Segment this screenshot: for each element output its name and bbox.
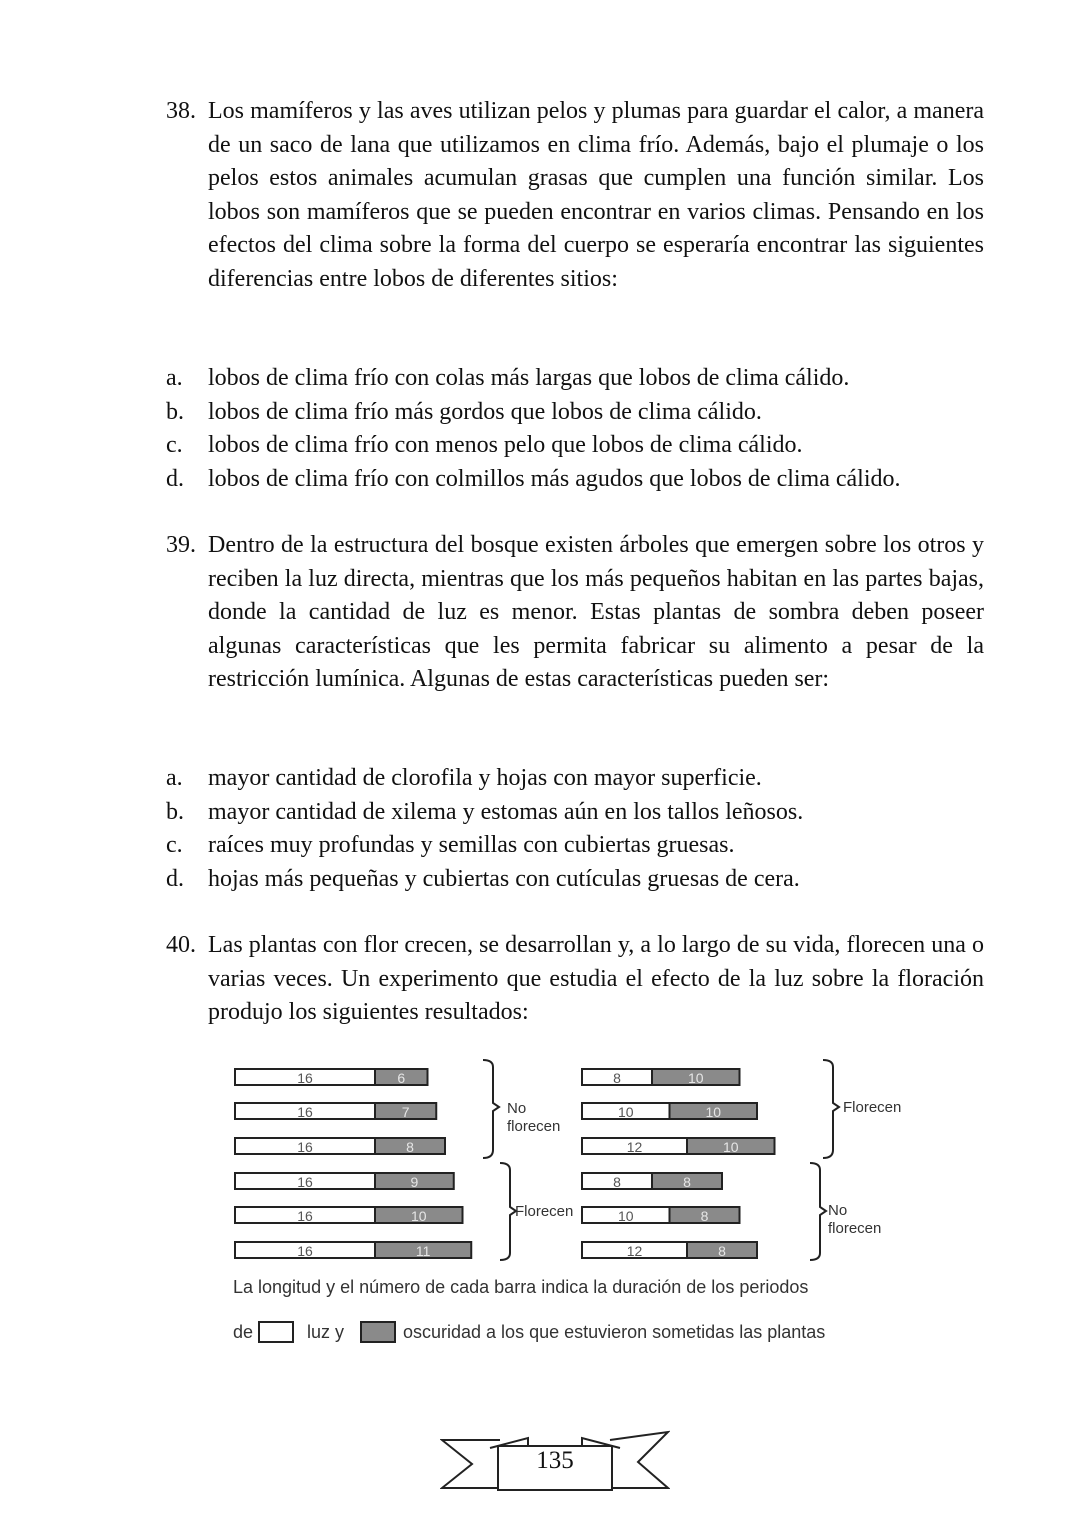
option-text: mayor cantidad de xilema y estomas aún en los tallos leñosos. (208, 798, 804, 825)
dark-hours-label: 10 (410, 1208, 427, 1224)
question-text: Las plantas con flor crecen, se desarrollan y, a lo largo de su vida, florecen una o varias veces. Un experimento que estudia el efecto de la luz sobre la floración produjo los siguientes resultados: (208, 932, 984, 1025)
question-38-options (166, 362, 996, 496)
bracket-right-top (823, 1060, 839, 1158)
left-bar-5 (235, 1207, 463, 1224)
page-number: 135 (536, 1447, 574, 1474)
right-bar-1 (582, 1069, 740, 1086)
page-footer (440, 1428, 670, 1498)
label-florecen-right: Florecen (843, 1099, 902, 1116)
option-text: lobos de clima frío con menos pelo que lobos de clima cálido. (208, 432, 803, 458)
right-bar-6 (582, 1242, 757, 1259)
label-no-florecen-left-line1: No (507, 1100, 527, 1117)
option-text: lobos de clima frío más gordos que lobos de clima cálido. (208, 398, 762, 425)
bracket-left-bottom (500, 1163, 516, 1260)
left-bar-6 (235, 1242, 471, 1259)
light-hours-label: 10 (617, 1104, 634, 1120)
left-bar-3 (235, 1138, 445, 1155)
light-hours-label: 16 (297, 1104, 313, 1120)
dark-hours-label: 8 (700, 1208, 709, 1224)
question-38 (166, 95, 984, 296)
light-hours-label: 16 (297, 1139, 313, 1155)
dark-hours-label: 10 (687, 1070, 704, 1086)
light-hours-label: 10 (617, 1208, 634, 1224)
light-hours-label: 8 (613, 1174, 621, 1190)
option-letter: a. (166, 365, 183, 391)
light-hours-label: 16 (297, 1070, 313, 1086)
right-bar-2 (582, 1103, 757, 1120)
dark-hours-label: 6 (397, 1070, 406, 1086)
option-text: hojas más pequeñas y cubiertas con cutículas gruesas de cera. (208, 865, 800, 892)
option-letter: c. (166, 432, 183, 458)
dark-hours-label: 11 (415, 1243, 431, 1259)
question-39 (166, 529, 984, 697)
photoperiod-diagram (225, 1055, 905, 1355)
question-number: 40. (166, 932, 196, 958)
light-hours-label: 16 (297, 1208, 313, 1224)
question-number: 38. (166, 98, 196, 124)
label-florecen-left: Florecen (515, 1203, 574, 1220)
label-no-florecen-left-line2: florecen (507, 1118, 561, 1135)
question-40 (166, 929, 984, 1030)
left-bar-2 (235, 1103, 436, 1120)
label-no-florecen-right-line2: florecen (828, 1220, 882, 1237)
option-letter: d. (166, 465, 184, 492)
dark-hours-label: 10 (705, 1104, 722, 1120)
caption-oscuridad: oscuridad a los que estuvieron sometidas las plantas (403, 1322, 826, 1342)
dark-hours-label: 9 (410, 1174, 419, 1190)
light-hours-label: 12 (626, 1139, 643, 1155)
right-bar-3 (582, 1138, 775, 1155)
light-hours-label: 8 (613, 1070, 621, 1086)
legend-dark-swatch (361, 1322, 395, 1342)
dark-hours-label: 8 (683, 1174, 691, 1190)
question-text: Dentro de la estructura del bosque existen árboles que emergen sobre los otros y reciben la luz directa, mientras que los más pequeños habitan en las partes bajas, donde la cantidad de luz es menor. Estas plantas de sombra deben poseer algunas características que les permita fabricar su alimento a pesar de la restricción lumínica. Algunas de estas características pueden ser: (208, 532, 984, 692)
figure-caption-line1: La longitud y el número de cada barra indica la duración de los periodos (233, 1277, 809, 1297)
right-bar-4 (582, 1173, 722, 1190)
option-text: mayor cantidad de clorofila y hojas con mayor superficie. (208, 765, 762, 791)
left-bar-1 (235, 1069, 428, 1086)
option-text: raíces muy profundas y semillas con cubiertas gruesas. (208, 832, 735, 858)
option-letter: a. (166, 765, 183, 791)
option-d (166, 463, 996, 497)
question-number: 39. (166, 532, 196, 558)
option-c (166, 829, 996, 863)
option-d (166, 863, 996, 897)
bracket-left-top (483, 1060, 499, 1158)
question-39-options (166, 762, 996, 896)
caption-luz: luz y (307, 1322, 345, 1342)
option-letter: b. (166, 798, 184, 825)
light-hours-label: 16 (297, 1174, 313, 1190)
option-b (166, 396, 996, 430)
photoperiod-figure (225, 1055, 905, 1355)
dark-hours-label: 10 (722, 1139, 739, 1155)
option-letter: b. (166, 398, 184, 425)
label-no-florecen-right-line1: No (828, 1202, 848, 1219)
dark-hours-label: 8 (406, 1139, 414, 1155)
option-text: lobos de clima frío con colmillos más agudos que lobos de clima cálido. (208, 465, 901, 492)
option-c (166, 429, 996, 463)
option-a (166, 762, 996, 796)
light-hours-label: 16 (297, 1243, 313, 1259)
caption-de: de (233, 1322, 254, 1342)
question-text: Los mamíferos y las aves utilizan pelos y plumas para guardar el calor, a manera de un saco de lana que utilizamos en clima frío. Además, bajo el plumaje o los pelos estos animales acumulan grasas que cumplen una función similar. Los lobos son mamíferos que se pueden encontrar en varios climas. Pensando en los efectos del clima sobre la forma del cuerpo se esperaría encontrar las siguientes diferencias entre lobos de diferentes sitios: (208, 98, 984, 292)
option-a (166, 362, 996, 396)
dark-hours-label: 8 (718, 1243, 726, 1259)
light-hours-label: 12 (626, 1243, 643, 1259)
right-bar-5 (582, 1207, 740, 1224)
bracket-right-bottom (810, 1163, 826, 1260)
left-bar-4 (235, 1173, 454, 1190)
option-text: lobos de clima frío con colas más largas que lobos de clima cálido. (208, 365, 850, 391)
option-b (166, 796, 996, 830)
legend-light-swatch (259, 1322, 293, 1342)
dark-hours-label: 7 (401, 1104, 410, 1120)
option-letter: d. (166, 865, 184, 892)
option-letter: c. (166, 832, 183, 858)
